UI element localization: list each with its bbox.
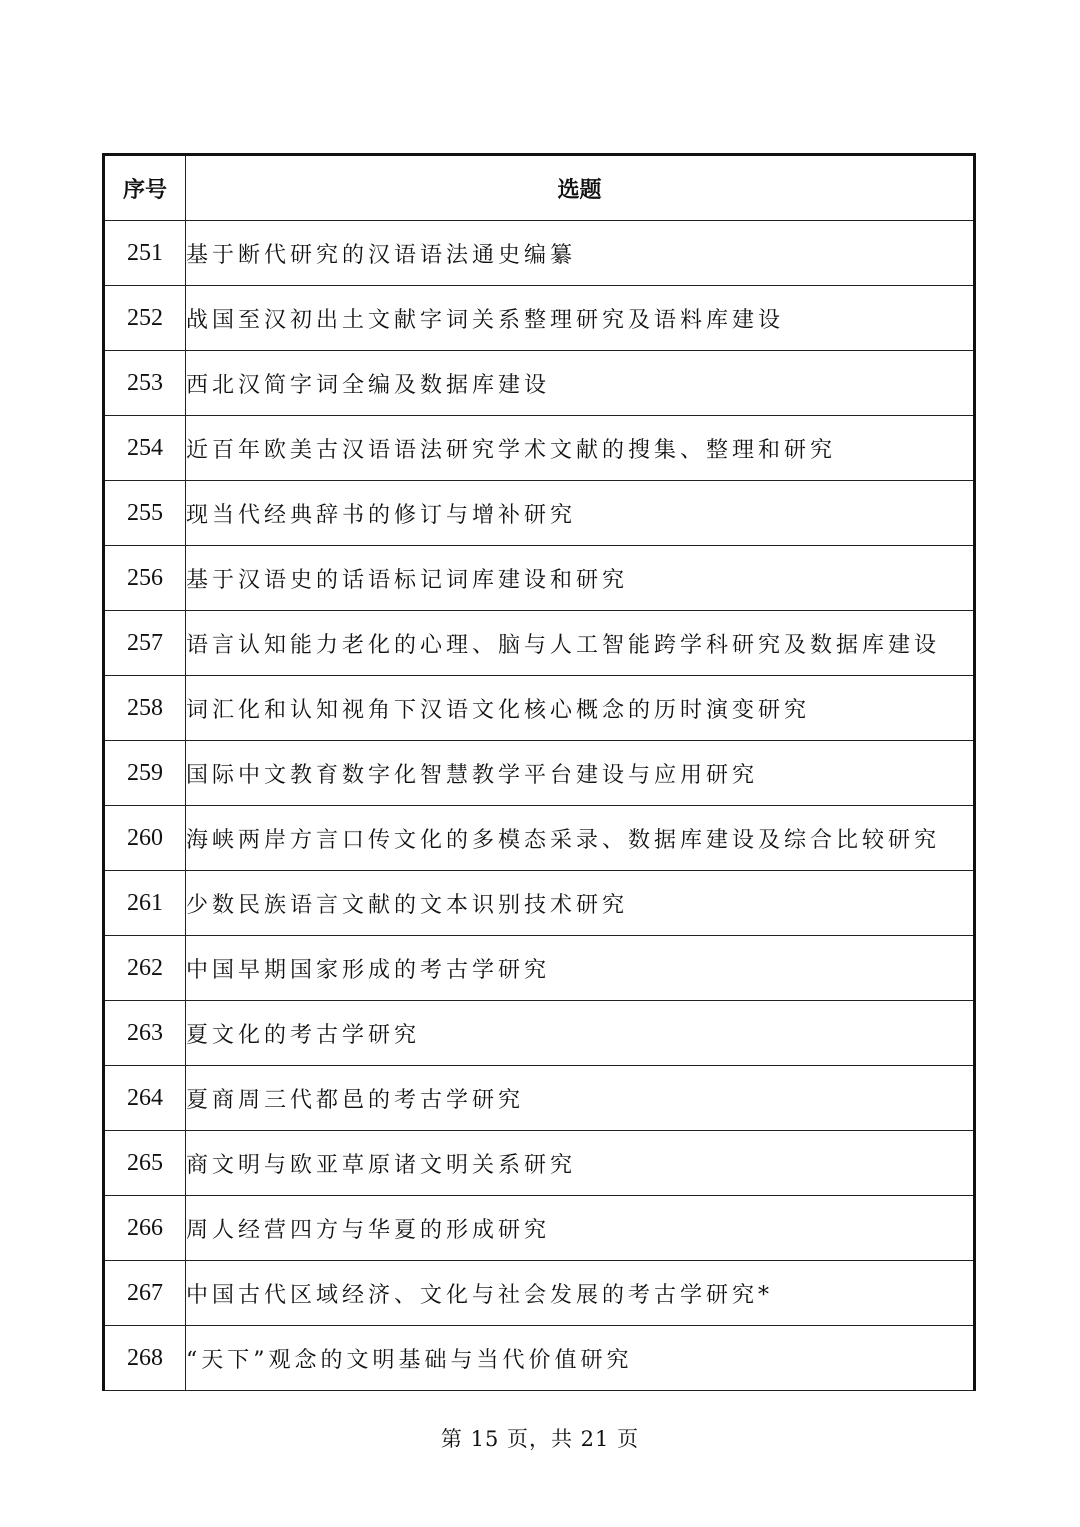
row-topic: 中国早期国家形成的考古学研究 — [186, 936, 975, 1001]
table-row — [104, 1326, 975, 1391]
row-topic: 国际中文教育数字化智慧教学平台建设与应用研究 — [186, 741, 975, 806]
table-row — [104, 1131, 975, 1196]
row-topic: 基于断代研究的汉语语法通史编纂 — [186, 221, 975, 286]
row-number: 251 — [104, 221, 186, 286]
page-footer: 第 15 页，共 21 页 — [440, 1427, 640, 1451]
table-header-row — [104, 155, 975, 221]
row-number: 265 — [104, 1131, 186, 1196]
row-topic: 现当代经典辞书的修订与增补研究 — [186, 481, 975, 546]
table-row — [104, 221, 975, 286]
row-topic: 中国古代区域经济、文化与社会发展的考古学研究* — [186, 1261, 975, 1326]
table-row — [104, 806, 975, 871]
row-number: 261 — [104, 871, 186, 936]
row-number: 252 — [104, 286, 186, 351]
row-number: 254 — [104, 416, 186, 481]
table-row — [104, 546, 975, 611]
row-number: 253 — [104, 351, 186, 416]
row-number: 259 — [104, 741, 186, 806]
table-row — [104, 676, 975, 741]
table-row — [104, 351, 975, 416]
row-topic: 基于汉语史的话语标记词库建设和研究 — [186, 546, 975, 611]
row-topic: 战国至汉初出土文献字词关系整理研究及语料库建设 — [186, 286, 975, 351]
header-topic: 选题 — [186, 155, 975, 221]
row-topic: 商文明与欧亚草原诸文明关系研究 — [186, 1131, 975, 1196]
row-number: 258 — [104, 676, 186, 741]
table-row — [104, 416, 975, 481]
row-topic: 海峡两岸方言口传文化的多模态采录、数据库建设及综合比较研究 — [186, 806, 975, 871]
table-row — [104, 1261, 975, 1326]
table-body — [104, 221, 975, 1391]
row-number: 268 — [104, 1326, 186, 1391]
row-topic: 周人经营四方与华夏的形成研究 — [186, 1196, 975, 1261]
row-topic: 词汇化和认知视角下汉语文化核心概念的历时演变研究 — [186, 676, 975, 741]
table-row — [104, 286, 975, 351]
topics-table — [102, 153, 976, 1391]
row-number: 260 — [104, 806, 186, 871]
row-topic: 语言认知能力老化的心理、脑与人工智能跨学科研究及数据库建设 — [186, 611, 975, 676]
row-number: 262 — [104, 936, 186, 1001]
row-number: 264 — [104, 1066, 186, 1131]
table-row — [104, 741, 975, 806]
row-number: 255 — [104, 481, 186, 546]
row-number: 263 — [104, 1001, 186, 1066]
row-topic: 近百年欧美古汉语语法研究学术文献的搜集、整理和研究 — [186, 416, 975, 481]
row-topic: 西北汉简字词全编及数据库建设 — [186, 351, 975, 416]
table-row — [104, 1066, 975, 1131]
row-number: 256 — [104, 546, 186, 611]
table-row — [104, 611, 975, 676]
row-number: 257 — [104, 611, 186, 676]
row-topic: “天下”观念的文明基础与当代价值研究 — [186, 1326, 975, 1391]
row-number: 266 — [104, 1196, 186, 1261]
table-row — [104, 1001, 975, 1066]
header-number: 序号 — [104, 155, 186, 221]
table-row — [104, 936, 975, 1001]
table-row — [104, 1196, 975, 1261]
table-row — [104, 871, 975, 936]
row-topic: 少数民族语言文献的文本识别技术研究 — [186, 871, 975, 936]
row-number: 267 — [104, 1261, 186, 1326]
row-topic: 夏文化的考古学研究 — [186, 1001, 975, 1066]
table-row — [104, 481, 975, 546]
row-topic: 夏商周三代都邑的考古学研究 — [186, 1066, 975, 1131]
